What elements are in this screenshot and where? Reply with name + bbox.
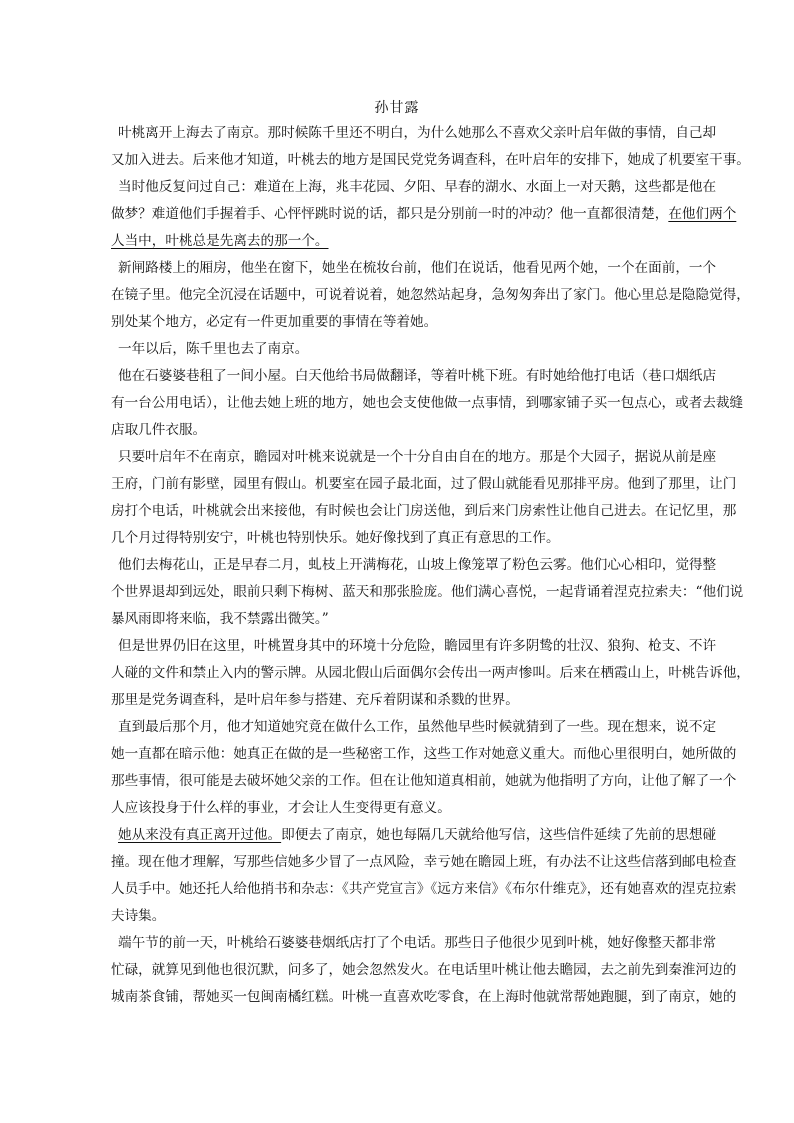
text-line: 又加入进去。后来他才知道，叶桃去的地方是国民党党务调查科，在叶启年的安排下，她成了机要室干事。 [111, 152, 750, 168]
text-line: 一年以后，陈千里也去了南京。 [118, 341, 309, 357]
text-line: 但是世界仍旧在这里，叶桃置身其中的环境十分危险，瞻园里有许多阴鸷的壮汉、狼狗、枪支、不许 [118, 638, 717, 654]
text-line: 个世界退却到远处，眼前只剩下梅树、蓝天和那张脸庞。他们满心喜悦，一起背诵着涅克拉索夫：“他们说 [111, 584, 744, 600]
text-line: 端午节的前一天，叶桃给石婆婆巷烟纸店打了个电话。那些日子他很少见到叶桃，她好像整天都非常 [118, 935, 717, 951]
text-line: 在镜子里。他完全沉浸在话题中，可说着说着，她忽然站起身，急匆匆奔出了家门。他心里总是隐隐觉得， [111, 287, 750, 303]
text-line: 房打个电话，叶桃就会出来接他，有时候也会让门房送他，到后来门房索性让他自己进去。在记忆里，那 [111, 503, 737, 519]
text-line: 叶桃离开上海去了南京。那时候陈千里还不明白，为什么她那么不喜欢父亲叶启年做的事情，自己却 [118, 125, 717, 141]
text-line: 那些事情，很可能是去破坏她父亲的工作。但在让他知道真相前，她就为他指明了方向，让他了解了一个 [111, 773, 737, 789]
text-line: 只要叶启年不在南京，瞻园对叶桃来说就是一个十分自由自在的地方。那是个大园子，据说从前是座 [118, 449, 717, 465]
text-line: 撞。现在他才理解，写那些信她多少冒了一点风险，幸亏她在瞻园上班，有办法不让这些信落到邮电检查 [111, 854, 737, 870]
text-line: 人应该投身于什么样的事业，才会让人生变得更有意义。 [111, 800, 451, 816]
text-line: 新闸路楼上的厢房，他坐在窗下，她坐在梳妆台前，他们在说话，他看见两个她，一个在面前，一个 [118, 260, 717, 276]
text-line: 几个月过得特别安宁，叶桃也特别快乐。她好像找到了真正有意思的工作。 [111, 530, 560, 546]
text-segment: 做梦？难道他们手握着手、心怦怦跳时说的话，都只是分别前一时的冲动？他一直都很清楚， [111, 206, 669, 222]
text-line [111, 232, 711, 250]
text-line: 店取几件衣服。 [111, 422, 207, 438]
text-line: 城南茶食铺，帮她买一包闽南橘红糕。叶桃一直喜欢吃零食，在上海时他就常帮她跑腿，到了南京，她的 [111, 989, 737, 1005]
text-line: 人员手中。她还托人给他捎书和杂志：《共产党宣言》《远方来信》《布尔什维克》，还有她喜欢的涅克拉索 [111, 881, 737, 897]
text-line: 当时他反复问过自己：难道在上海，兆丰花园、夕阳、早春的湖水、水面上一对天鹅，这些都是他在 [118, 179, 717, 195]
text-line: 她一直都在暗示他：她真正在做的是一些秘密工作，这些工作对她意义重大。而他心里很明白，她所做的 [111, 746, 737, 762]
text-line: 他在石婆婆巷租了一间小屋。白天他给书局做翻译，等着叶桃下班。有时她给他打电话（巷口烟纸店 [118, 368, 717, 384]
text-line: 那里是党务调查科，是叶启年参与搭建、充斥着阴谋和杀戮的世界。 [111, 692, 519, 708]
text-line [111, 205, 737, 223]
text-line [118, 826, 718, 844]
underlined-text: 她从来没有真正离开过他。 [118, 827, 282, 843]
author-name: 孙甘露 [374, 100, 420, 116]
text-line: 有一台公用电话），让他去她上班的地方，她也会支使他做一点事情，到哪家铺子买一包点心，或者去裁缝 [111, 395, 744, 411]
underlined-text: 人当中，叶桃总是先离去的那一个。 [111, 233, 329, 249]
text-line: 暴风雨即将来临，我不禁露出微笑。” [111, 611, 329, 627]
text-line: 别处某个地方，必定有一件更加重要的事情在等着她。 [111, 314, 438, 330]
text-line: 人碰的文件和禁止入内的警示牌。从园北假山后面偶尔会传出一两声惨叫。后来在栖霞山上，叶桃告诉他， [111, 665, 750, 681]
text-line: 忙碌，就算见到他也很沉默，问多了，她会忽然发火。在电话里叶桃让他去瞻园，去之前先到秦淮河边的 [111, 962, 737, 978]
text-line: 王府，门前有影壁，园里有假山。机要室在园子最北面，过了假山就能看见那排平房。他到了那里，让门 [111, 476, 737, 492]
text-segment: 即便去了南京，她也每隔几天就给他写信，这些信件延续了先前的思想碰 [281, 827, 717, 843]
text-line: 夫诗集。 [111, 908, 166, 924]
underlined-text: 在他们两个 [668, 206, 737, 222]
text-line: 直到最后那个月，他才知道她究竟在做什么工作，虽然他早些时候就猜到了一些。现在想来，说不定 [118, 719, 717, 735]
text-line: 他们去梅花山，正是早春二月，虬枝上开满梅花，山坡上像笼罩了粉色云雾。他们心心相印，觉得整 [118, 557, 717, 573]
